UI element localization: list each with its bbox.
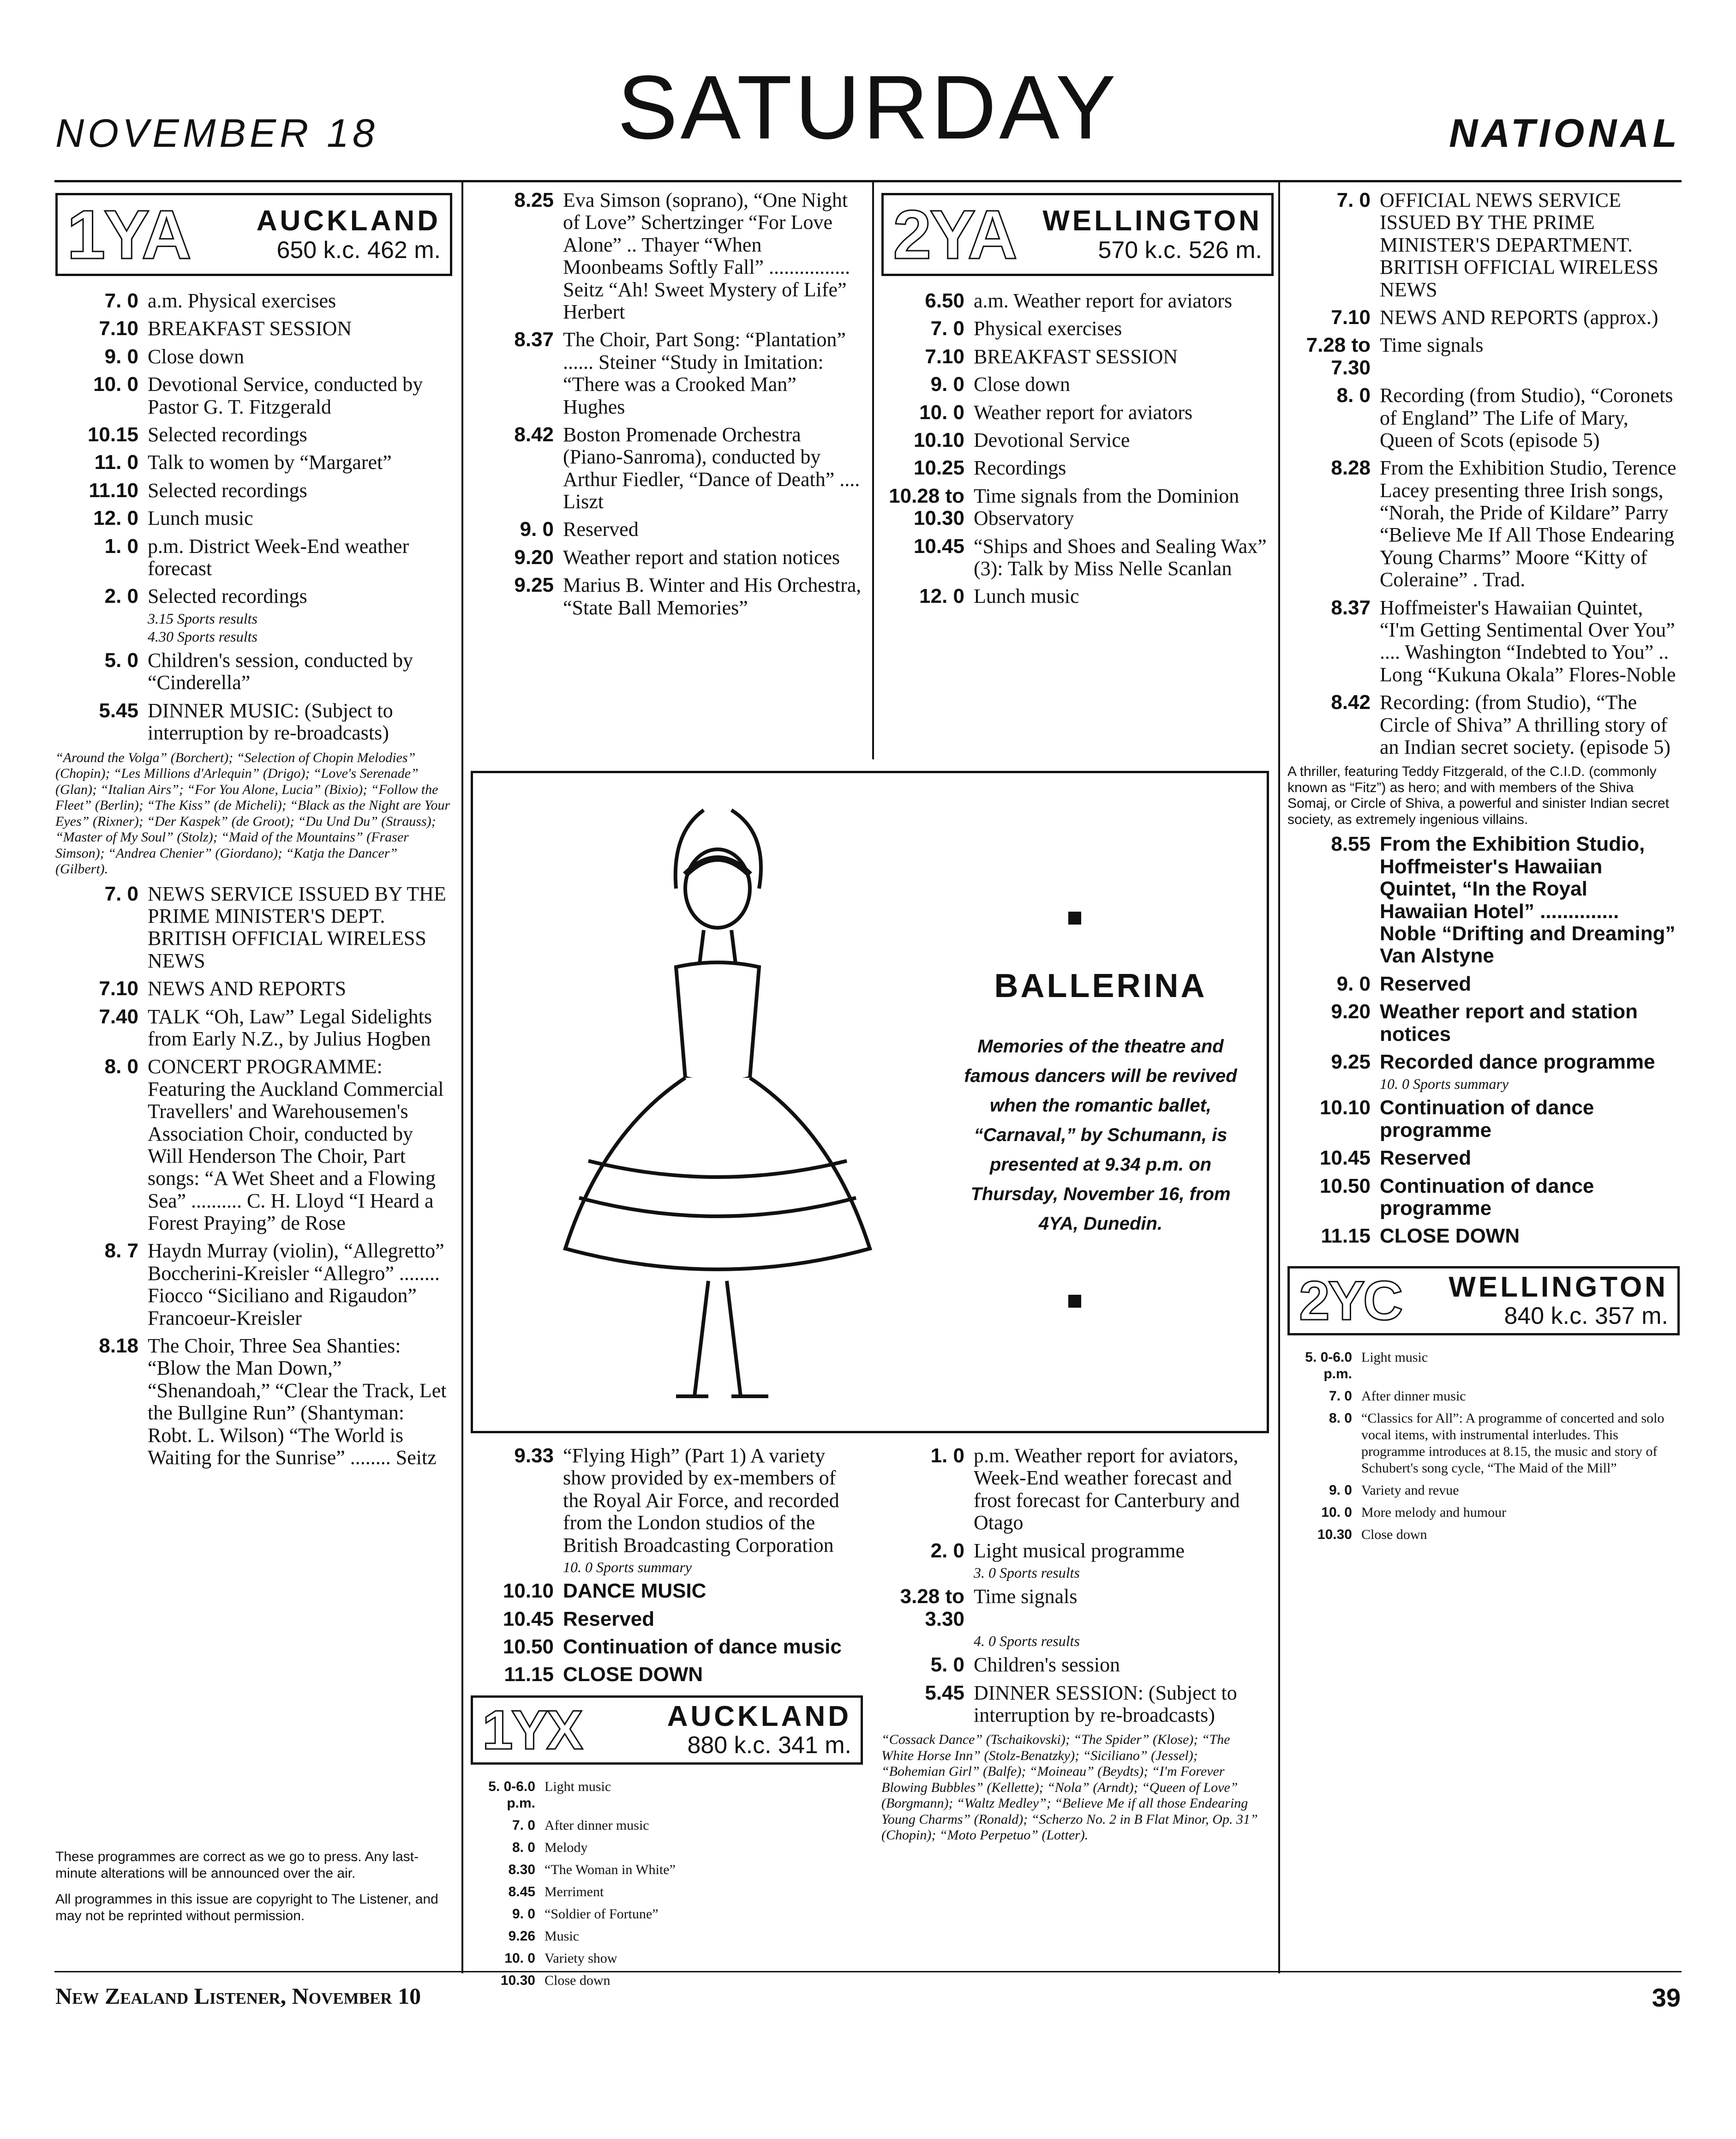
entry-time: 8.37 [1331, 596, 1371, 619]
station-call: 2YC [1299, 1269, 1401, 1332]
entry-text: Music [545, 1928, 579, 1944]
schedule-entry [471, 1928, 863, 1945]
entry-text: “Classics for All”: A programme of concerted and solo vocal items, with instrumental interludes. This programme introduces at 8.15, the music and story of Schubert's song cycle, “The Maid of the Mill” [1361, 1410, 1664, 1476]
schedule-entry [1287, 1175, 1680, 1220]
entry-text: Eva Simson (soprano), “One Night of Love” Schertzinger “For Love Alone” .. Thayer “When Moonbeams Softly Fall” ................ Seitz “Ah! Sweet Mystery of Life” Herbert [563, 189, 850, 323]
station-frequency: 650 k.c. 462 m. [276, 236, 441, 264]
entry-text: BREAKFAST SESSION [974, 345, 1178, 368]
schedule-entry [55, 346, 452, 368]
entry-text: CLOSE DOWN [563, 1663, 703, 1686]
entry-text: Close down [148, 345, 244, 368]
schedule-entry [881, 1540, 1264, 1562]
entry-time: 12. 0 [919, 585, 964, 608]
entry-time: 6.50 [925, 289, 964, 312]
schedule-entry [55, 373, 452, 418]
entry-time: 11.10 [89, 479, 138, 502]
schedule-entry [55, 451, 452, 474]
entry-text: DANCE MUSIC [563, 1580, 706, 1603]
schedule-entry [471, 424, 863, 513]
schedule-entry [55, 480, 452, 502]
column-divider [1278, 182, 1280, 1973]
schedule-entry [1287, 1388, 1680, 1405]
schedule-entry [1287, 691, 1680, 758]
ballerina-illustration [510, 782, 925, 1419]
header-date: NOVEMBER 18 [55, 111, 378, 156]
entry-text: CONCERT PROGRAMME: Featuring the Auckland Commercial Travellers' and Warehousemen's Association Choir, conducted by Will Henderson The Choir, Part songs: “A Wet Sheet and a Flowing Sea” .......... C. H. Lloyd “I Heard a Forest Praying” de Rose [148, 1055, 444, 1235]
schedule-entry [55, 649, 452, 694]
station-frequency: 570 k.c. 526 m. [1098, 236, 1262, 264]
entry-time: 9. 0 [1336, 972, 1371, 995]
entry-time: 5. 0 [104, 649, 138, 672]
entry-time: 8.25 [514, 189, 554, 211]
schedule-entry [471, 329, 863, 418]
entry-time: 10.15 [87, 423, 138, 446]
entry-text: Children's session, conducted by “Cinderella” [148, 649, 413, 694]
entry-time: 9.20 [1331, 1000, 1371, 1023]
entry-time: 7. 0 [930, 317, 964, 340]
schedule-entry [471, 1862, 863, 1878]
schedule-entry [471, 1817, 863, 1834]
schedule-entry [1287, 1482, 1680, 1499]
entry-text: TALK “Oh, Law” Legal Sidelights from Early N.Z., by Julius Hogben [148, 1005, 432, 1050]
entry-text: “Ships and Shoes and Sealing Wax” (3): Talk by Miss Nelle Scanlan [974, 535, 1267, 580]
header-rule [54, 180, 1682, 182]
schedule-entry [881, 1445, 1264, 1534]
schedule-entry [471, 1778, 863, 1812]
entry-time: 10. 0 [504, 1950, 535, 1966]
entry-text: “Flying High” (Part 1) A variety show provided by ex-members of the Royal Air Force, and recorded from the London studios of the British Broadcasting Corporation [563, 1444, 839, 1556]
entry-time: 10. 0 [1321, 1504, 1352, 1520]
schedule-entry [471, 1445, 863, 1556]
header-day: SATURDAY [617, 57, 1119, 158]
entry-text: Weather report for aviators [974, 401, 1193, 424]
entry-text: Recordings [974, 457, 1066, 480]
schedule-entry [881, 318, 1274, 340]
dinner-music-list: “Around the Volga” (Borchert); “Selection of Chopin Melodies” (Chopin); “Les Millions d'Arlequin” (Drigo); “Love's Serenade” (Glan); “Italian Airs”; “For You Alone, Lucia” (Bixio); “Follow the Fleet” (Berlin); “The Kiss” (de Micheli); “Black as the Night are Your Eyes” (Rixner); “Der Kaspek” (de Groot); “Du Und Du” (Strauss); “Master of My Soul” (Stolz); “Maid of the Mountains” (Fraser Simson); “Andrea Chenier” (Giordano); “Katja the Dancer” (Gilbert). [55, 750, 450, 877]
entry-text: Weather report and station notices [1380, 1000, 1638, 1045]
schedule-entry [881, 402, 1274, 424]
entry-time: 7. 0 [104, 882, 138, 905]
schedule-entry [471, 547, 863, 569]
footer-rule [54, 1971, 1682, 1972]
entry-text: BREAKFAST SESSION [148, 317, 352, 340]
entry-text: Variety and revue [1361, 1482, 1459, 1498]
column-divider [872, 182, 874, 759]
sub-entry: 4.30 Sports results [148, 628, 257, 645]
entry-time: 8. 7 [104, 1239, 138, 1262]
entry-time: 10. 0 [93, 373, 138, 396]
entry-time: 5. 0 [930, 1653, 964, 1676]
entry-text: The Choir, Three Sea Shanties: “Blow the Man Down,” “Shenandoah,” “Clear the Track, Let the Bullgine Run” (Shantyman: Robt. L. Wilson) “The World is Waiting for the Sunrise” ........ Seitz [148, 1334, 447, 1469]
entry-time: 7.40 [99, 1005, 138, 1028]
entry-time: 10.30 [1317, 1526, 1352, 1542]
header-network: NATIONAL [1449, 111, 1681, 156]
entry-text: Variety show [545, 1950, 617, 1966]
schedule-entry [1287, 1526, 1680, 1543]
entry-time: 5. 0-6.0 p.m. [1305, 1349, 1352, 1382]
entry-time: 7. 0 [1336, 189, 1371, 211]
entry-text: Close down [545, 1972, 611, 1988]
schedule-entry [1287, 1097, 1680, 1142]
entry-time: 9. 0 [520, 518, 554, 541]
entry-time: 12. 0 [93, 507, 138, 530]
decorative-square [1068, 912, 1081, 925]
station-name: AUCKLAND [667, 1700, 851, 1733]
entry-time: 9. 0 [104, 345, 138, 368]
schedule-entry [471, 1972, 863, 1989]
ballerina-title: BALLERINA [994, 967, 1207, 1004]
sub-entry: 10. 0 Sports summary [563, 1558, 692, 1575]
schedule-entry [471, 1608, 863, 1630]
entry-text: p.m. District Week-End weather forecast [148, 535, 409, 580]
entry-time: 9.33 [514, 1444, 554, 1467]
station-call: 1YA [67, 196, 190, 273]
schedule-entry [1287, 833, 1680, 967]
entry-time: 10.10 [1319, 1096, 1371, 1119]
schedule-entry [881, 346, 1274, 368]
entry-time: 10.45 [913, 535, 964, 558]
schedule-entry [55, 1240, 452, 1329]
entry-text: Selected recordings [148, 585, 307, 608]
entry-time: 1. 0 [104, 535, 138, 558]
entry-text: Reserved [1380, 1147, 1472, 1170]
entry-text: Continuation of dance programme [1380, 1174, 1594, 1220]
entry-text: DINNER MUSIC: (Subject to interruption by re-broadcasts) [148, 699, 393, 745]
entry-time: 8.28 [1331, 457, 1371, 480]
schedule-entry [1287, 334, 1680, 379]
schedule-entry [1287, 597, 1680, 686]
entry-time: 2. 0 [930, 1539, 964, 1562]
entry-time: 8.30 [508, 1862, 535, 1877]
entry-text: NEWS SERVICE ISSUED BY THE PRIME MINISTER'S DEPT. BRITISH OFFICIAL WIRELESS NEWS [148, 882, 446, 972]
entry-time: 10.28 to 10.30 [889, 484, 964, 530]
schedule-entry [1287, 1410, 1680, 1477]
schedule-entry [1287, 1225, 1680, 1247]
entry-text: “Soldier of Fortune” [545, 1906, 658, 1922]
entry-text: Continuation of dance music [563, 1635, 842, 1658]
schedule-entry [471, 1884, 863, 1900]
schedule-entry [881, 1682, 1264, 1727]
schedule-entry [1287, 1147, 1680, 1169]
entry-text: Recording: (from Studio), “The Circle of Shiva” A thrilling story of an Indian secret society. (episode 5) [1380, 691, 1671, 758]
entry-time: 8.45 [508, 1884, 535, 1899]
entry-time: 11.15 [1321, 1225, 1371, 1248]
entry-time: 8. 0 [1329, 1410, 1352, 1426]
entry-time: 7.10 [99, 977, 138, 1000]
station-frequency: 840 k.c. 357 m. [1504, 1303, 1668, 1330]
schedule-entry [471, 1636, 863, 1658]
entry-text: Children's session [974, 1653, 1120, 1676]
footer-page-number: 39 [1652, 1983, 1681, 2012]
schedule-entry [471, 1580, 863, 1602]
entry-time: 8.18 [99, 1334, 138, 1358]
entry-time: 8.37 [514, 328, 554, 351]
schedule-entry [881, 1654, 1264, 1676]
schedule-entry [881, 373, 1274, 396]
entry-text: Weather report and station notices [563, 546, 840, 569]
ballerina-feature-box [471, 771, 1269, 1433]
entry-time: 9.20 [514, 546, 554, 569]
schedule-entry [55, 978, 452, 1000]
entry-text: Time signals [1380, 334, 1484, 357]
sub-entry: 4. 0 Sports results [974, 1632, 1080, 1649]
schedule-entry [471, 189, 863, 323]
schedule-entry [881, 1586, 1264, 1630]
entry-text: Hoffmeister's Hawaiian Quintet, “I'm Getting Sentimental Over You” .... Washington “Indebted to You” .. Long “Kukuna Okala” Flores-Noble [1380, 596, 1676, 686]
schedule-entry [1287, 385, 1680, 451]
entry-text: CLOSE DOWN [1380, 1225, 1520, 1248]
entry-time: 8. 0 [1336, 384, 1371, 407]
entry-time: 1. 0 [930, 1444, 964, 1467]
footnote [55, 1849, 452, 1924]
entry-time: 2. 0 [104, 585, 138, 608]
entry-text: Time signals from the Dominion Observatory [974, 484, 1239, 530]
entry-text: “The Woman in White” [545, 1862, 676, 1877]
entry-text: Talk to women by “Margaret” [148, 451, 392, 474]
station-2yc-banner [1287, 1266, 1680, 1335]
entry-text: a.m. Weather report for aviators [974, 289, 1233, 312]
entry-time: 9. 0 [1329, 1482, 1352, 1498]
entry-time: 7. 0 [512, 1817, 535, 1833]
entry-time: 10.50 [503, 1635, 554, 1658]
schedule-entry [471, 1906, 863, 1923]
entry-text: OFFICIAL NEWS SERVICE ISSUED BY THE PRIME MINISTER'S DEPARTMENT. BRITISH OFFICIAL WIRELESS NEWS [1380, 189, 1658, 301]
schedule-entry [55, 700, 452, 745]
entry-time: 5. 0-6.0 p.m. [488, 1778, 535, 1811]
entry-text: p.m. Weather report for aviators, Week-End weather forecast and frost forecast for Canterbury and Otago [974, 1444, 1240, 1534]
entry-time: 3.28 to 3.30 [900, 1585, 964, 1630]
schedule-entry [55, 585, 452, 607]
column-2ya-afternoon [881, 1445, 1264, 1849]
schedule-entry [55, 1006, 452, 1051]
schedule-entry [1287, 973, 1680, 995]
schedule-entry [881, 485, 1274, 530]
entry-text: From the Exhibition Studio, Terence Lacey presenting three Irish songs, “Norah, the Pride of Kildare” Parry “Believe Me If All Those Endearing Young Charms” Moore “Kitty of Coleraine” . Trad. [1380, 457, 1676, 591]
entry-time: 10. 0 [919, 401, 964, 424]
entry-text: Close down [1361, 1526, 1427, 1542]
schedule-entry [881, 457, 1274, 479]
entry-text: Light music [1361, 1349, 1428, 1365]
entry-text: Recorded dance programme [1380, 1050, 1655, 1073]
entry-time: 8.42 [1331, 691, 1371, 714]
schedule-entry [471, 1664, 863, 1686]
entry-time: 11. 0 [94, 451, 138, 474]
entry-time: 10.30 [500, 1972, 535, 1988]
schedule-entry [1287, 189, 1680, 301]
schedule-entry [55, 1335, 452, 1469]
shiva-note: A thriller, featuring Teddy Fitzgerald, of the C.I.D. (commonly known as “Fitz”) as hero; and with members of the Shiva Somaj, or Circle of Shiva, a powerful and sinister Indian secret society, as extremely ingenious villains. [1287, 764, 1670, 827]
entry-text: After dinner music [1361, 1388, 1466, 1404]
footnote-copyright: All programmes in this issue are copyright to The Listener, and may not be reprinted without permission. [55, 1892, 438, 1923]
entry-time: 10.50 [1319, 1174, 1371, 1197]
entry-text: Melody [545, 1839, 588, 1855]
entry-text: NEWS AND REPORTS (approx.) [1380, 306, 1658, 329]
column-divider [461, 182, 463, 1973]
dinner-session-list: “Cossack Dance” (Tschaikovski); “The Spider” (Klose); “The White Horse Inn” (Stolz-Benatzky); “Siciliano” (Jessel); “Bohemian Girl” (Balfe); “Moineau” (Beydts); “I'm Forever Blowing Bubbles” (Kellette); “Nola” (Arndt); “Queen of Love” (Borgmann); “Waltz Medley”; “Believe Me if all those Endearing Young Charms” (Ronald); “Scherzo No. 2 in B Flat Minor, Op. 31” (Chopin); “Moto Perpetuo” (Lotter). [881, 1732, 1258, 1843]
schedule-entry [881, 429, 1274, 451]
column-2ya-evening [1287, 189, 1680, 1549]
entry-text: Physical exercises [974, 317, 1122, 340]
schedule-entry [55, 1056, 452, 1234]
entry-text: Marius B. Winter and His Orchestra, “State Ball Memories” [563, 574, 862, 619]
schedule-entry [471, 1839, 863, 1856]
station-call: 2YA [893, 196, 1016, 273]
entry-text: From the Exhibition Studio, Hoffmeister's Hawaiian Quintet, “In the Royal Hawaiian Hotel” .............. Noble “Drifting and Dreaming” Van Alstyne [1380, 833, 1676, 967]
schedule-entry [55, 883, 452, 973]
entry-text: Continuation of dance programme [1380, 1096, 1594, 1142]
station-1yx-banner [471, 1695, 863, 1765]
station-2ya-banner [881, 193, 1274, 276]
entry-time: 7. 0 [1329, 1388, 1352, 1404]
entry-time: 7.28 to 7.30 [1306, 334, 1371, 379]
schedule-entry [1287, 1504, 1680, 1521]
schedule-entry [1287, 457, 1680, 591]
entry-text: The Choir, Part Song: “Plantation” ...... Steiner “Study in Imitation: “There was a Crooked Man” Hughes [563, 328, 846, 418]
entry-time: 7.10 [99, 317, 138, 340]
schedule-entry [55, 424, 452, 446]
entry-time: 11.15 [504, 1663, 554, 1686]
schedule-entry [55, 290, 452, 312]
schedule-entry [471, 574, 863, 619]
schedule-entry [881, 585, 1274, 607]
entry-text: Close down [974, 373, 1070, 396]
entry-time: 8.42 [514, 423, 554, 446]
station-name: WELLINGTON [1449, 1271, 1668, 1304]
entry-time: 7.10 [925, 345, 964, 368]
entry-time: 10.45 [1319, 1147, 1371, 1170]
entry-text: Selected recordings [148, 423, 307, 446]
ballerina-text: Memories of the theatre and famous dancers will be revived when the romantic ballet, “Carnaval,” by Schumann, is presented at 9.34 p.m. on Thursday, November 16, from 4YA, Dunedin. [964, 1036, 1237, 1234]
entry-time: 10.45 [503, 1607, 554, 1630]
schedule-entry [1287, 1051, 1680, 1073]
entry-text: Reserved [1380, 972, 1472, 995]
entry-time: 9.25 [1331, 1050, 1371, 1073]
entry-time: 9.26 [508, 1928, 535, 1944]
entry-text: Recording (from Studio), “Coronets of England” The Life of Mary, Queen of Scots (episode 5) [1380, 384, 1673, 451]
entry-text: a.m. Physical exercises [148, 289, 336, 312]
footnote-correctness: These programmes are correct as we go to press. Any last-minute alterations will be announced over the air. [55, 1849, 419, 1881]
entry-time: 10.10 [503, 1580, 554, 1603]
entry-text: Time signals [974, 1585, 1078, 1608]
entry-time: 8. 0 [512, 1839, 535, 1855]
column-2ya [881, 189, 1274, 613]
entry-time: 10.25 [913, 457, 964, 480]
entry-time: 8. 0 [104, 1055, 138, 1078]
entry-text: Selected recordings [148, 479, 307, 502]
column-1yа [55, 189, 452, 1474]
entry-text: Haydn Murray (violin), “Allegretto” Boccherini-Kreisler “Allegro” ........ Fiocco “Siciliano and Rigaudon” Francoeur-Kreisler [148, 1239, 444, 1329]
entry-time: 7. 0 [104, 289, 138, 312]
schedule-entry [881, 290, 1274, 312]
entry-time: 9. 0 [512, 1906, 535, 1922]
schedule-entry [55, 507, 452, 529]
entry-time: 5.45 [925, 1681, 964, 1704]
entry-time: 8.55 [1331, 833, 1371, 856]
entry-text: Devotional Service [974, 428, 1130, 451]
entry-time: 9. 0 [930, 373, 964, 396]
entry-text: Lunch music [974, 585, 1079, 608]
sub-entry: 3.15 Sports results [148, 610, 257, 627]
entry-time: 5.45 [99, 699, 138, 722]
entry-time: 9.25 [514, 574, 554, 597]
entry-text: NEWS AND REPORTS [148, 977, 347, 1000]
station-name: WELLINGTON [1042, 205, 1262, 237]
footer-publication: New Zealand Listener, November 10 [55, 1983, 421, 2009]
schedule-entry [55, 535, 452, 580]
sub-entry: 10. 0 Sports summary [1380, 1076, 1509, 1093]
schedule-entry [55, 318, 452, 340]
station-call: 1YX [482, 1699, 581, 1761]
station-1ya-banner [55, 193, 452, 276]
schedule-entry [471, 1950, 863, 1967]
entry-text: Merriment [545, 1884, 604, 1899]
schedule-entry [1287, 1349, 1680, 1382]
station-frequency: 880 k.c. 341 m. [687, 1732, 851, 1759]
entry-time: 7.10 [1331, 306, 1371, 329]
station-name: AUCKLAND [256, 205, 441, 237]
schedule-entry [1287, 1001, 1680, 1045]
entry-text: Light musical programme [974, 1539, 1185, 1562]
entry-text: Light music [545, 1778, 611, 1794]
sub-entry: 3. 0 Sports results [974, 1564, 1080, 1581]
entry-text: After dinner music [545, 1817, 649, 1833]
column-1ya-late [471, 1445, 863, 1995]
entry-time: 10.10 [913, 428, 964, 451]
schedule-entry [881, 535, 1274, 580]
schedule-entry [1287, 306, 1680, 329]
entry-text: Reserved [563, 518, 639, 541]
entry-text: DINNER SESSION: (Subject to interruption by re-broadcasts) [974, 1681, 1237, 1726]
entry-text: Reserved [563, 1607, 655, 1630]
entry-text: Devotional Service, conducted by Pastor G. T. Fitzgerald [148, 373, 423, 418]
schedule-entry [471, 518, 863, 541]
entry-text: More melody and humour [1361, 1504, 1507, 1520]
column-1ya-continued [471, 189, 863, 625]
entry-text: Boston Promenade Orchestra (Piano-Sanroma), conducted by Arthur Fiedler, “Dance of Death” .... Liszt [563, 423, 860, 513]
entry-text: Lunch music [148, 507, 253, 530]
decorative-square [1068, 1295, 1081, 1308]
